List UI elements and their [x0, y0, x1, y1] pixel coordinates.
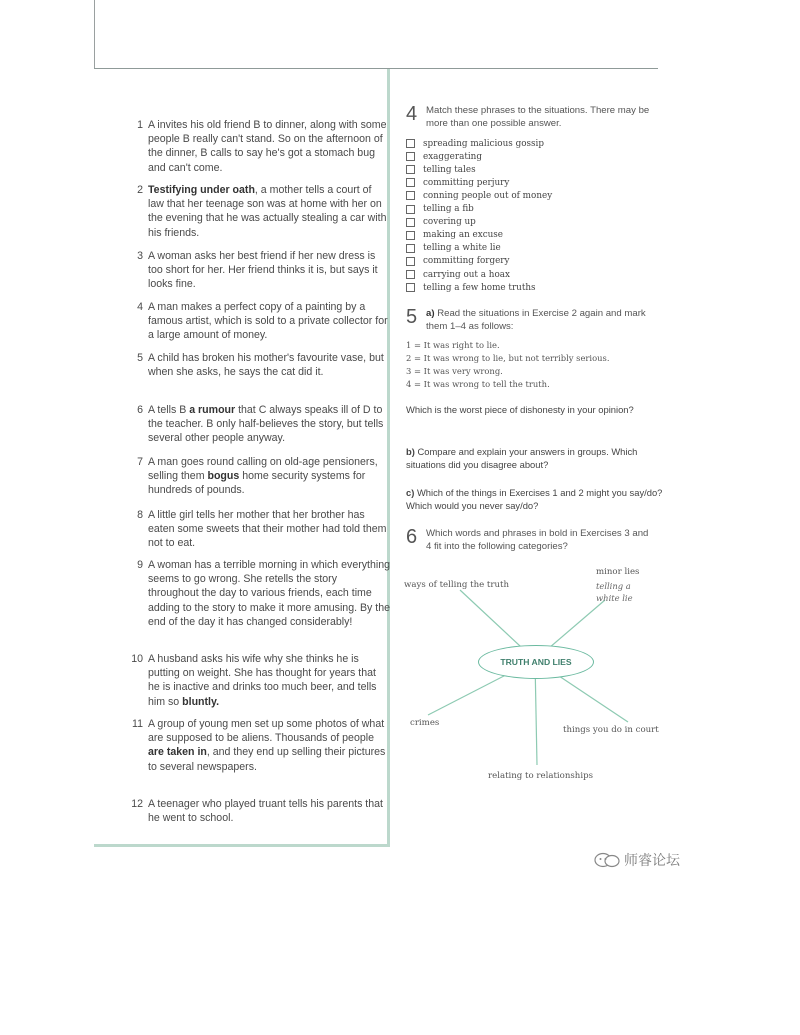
worst-dishonesty-question: Which is the worst piece of dishonesty in your opinion? — [406, 404, 634, 415]
phrase-label: carrying out a hoax — [423, 269, 510, 280]
part-b-text: Compare and explain your answers in groups. Which situations did you disagree about? — [406, 446, 638, 470]
part-c-text: Which of the things in Exercises 1 and 2 might you say/do? Which would you never say/do? — [406, 487, 663, 511]
scenario-number: 6 — [137, 404, 143, 416]
phrase-label: telling a white lie — [423, 243, 501, 254]
scenario-number: 9 — [137, 559, 143, 571]
mind-map-hub: TRUTH AND LIES — [478, 645, 594, 679]
text-run: A teenager who played truant tells his parents that he went to school. — [148, 798, 383, 825]
part-label: c) — [406, 487, 415, 498]
text-run: A invites his old friend B to dinner, along with some people B really can't stand. So on the afternoon of the dinner, B calls to say he's got a stomach bug and can't come. — [148, 119, 387, 174]
text-run: , and they end up selling their pictures to several newspapers. — [148, 746, 386, 773]
wechat-icon — [594, 852, 620, 868]
phrase-label: exaggerating — [423, 151, 482, 162]
part-label: a) — [426, 308, 435, 319]
exercise-number: 6 — [406, 526, 418, 548]
phrase-label: telling a few home truths — [423, 282, 536, 293]
scale-item: 3 = It was very wrong. — [406, 366, 503, 376]
scenario-number: 5 — [137, 352, 143, 364]
phrase-label: covering up — [423, 217, 476, 228]
branch-label-truth: ways of telling the truth — [404, 580, 510, 590]
branch-label-minor-lies: minor lies — [596, 567, 640, 577]
text-run: A man goes round calling on old-age pensioners, selling them — [148, 456, 378, 483]
text-run: A woman has a terrible morning in which everything seems to go wrong. She retells the story throughout the day to various friends, each time adding to the story to make it more amusing. By the end of the day it has changed considerably! — [148, 559, 391, 628]
phrase-label: telling tales — [423, 164, 476, 175]
text-run: A group of young men set up some photos of what are supposed to be aliens. Thousands of people — [148, 718, 385, 745]
scenario-number: 10 — [131, 653, 143, 665]
scenario-number: 11 — [132, 718, 143, 730]
text-run: A husband asks his wife why she thinks he is putting on weight. She has thought for years that he is inactive and drinks too much beer, and tells him so — [148, 653, 377, 708]
part-a-text: Read the situations in Exercise 2 again and mark them 1–4 as follows: — [426, 308, 646, 332]
text-run: A child has broken his mother's favourite vase, but when she asks, he says the cat did it. — [148, 352, 384, 379]
phrase-label: committing perjury — [423, 177, 510, 188]
text-run: that C always speaks ill of D to the teacher. B only half-believes the story, but tells several other people anyway. — [148, 404, 384, 445]
branch-label-crimes: crimes — [410, 718, 440, 728]
scenario-number: 4 — [137, 301, 143, 313]
text-run: A little girl tells her mother that her brother has eaten some sweets that their mother had told them not to eat. — [148, 509, 387, 550]
scenario-number: 12 — [131, 798, 143, 810]
phrase-label: making an excuse — [423, 230, 504, 241]
text-run: A tells B — [148, 404, 190, 416]
text-run: A man makes a perfect copy of a painting by a famous artist, which is sold to a private collector for a large amount of money. — [148, 301, 388, 342]
exercise-4-instruction: Match these phrases to the situations. There may be more than one possible answer. — [426, 105, 650, 129]
scenario-number: 1 — [137, 119, 143, 131]
bold-phrase: are taken in — [148, 746, 207, 759]
scenario-number: 3 — [137, 250, 143, 262]
part-label: b) — [406, 446, 415, 457]
handwritten-answer: telling a — [596, 581, 631, 591]
scenario-number: 2 — [137, 184, 143, 196]
phrase-label: telling a fib — [423, 204, 474, 214]
scenario-number: 7 — [137, 456, 143, 468]
scale-item: 4 = It was wrong to tell the truth. — [406, 379, 550, 389]
branch-label-court: things you do in court — [563, 725, 659, 735]
bold-phrase: bluntly. — [182, 695, 220, 708]
text-run: , a mother tells a court of law that her teenage son was at home with her on the evening that he was actually stealing a car with his friends. — [148, 184, 387, 239]
exercise-number: 4 — [406, 103, 418, 125]
scale-item: 1 = It was right to lie. — [406, 340, 500, 350]
watermark-text: 师睿论坛 — [624, 852, 680, 868]
exercise-number: 5 — [406, 306, 418, 328]
phrase-label: spreading malicious gossip — [423, 138, 544, 149]
bold-phrase: bogus — [207, 470, 240, 483]
bold-phrase: a rumour — [189, 404, 236, 416]
exercise-6-instruction: Which words and phrases in bold in Exercises 3 and 4 fit into the following categories? — [426, 528, 649, 552]
bold-phrase: Testifying under oath — [148, 184, 255, 196]
text-run: A woman asks her best friend if her new dress is too short for her. Her friend thinks it is, but says it looks fine. — [148, 250, 378, 291]
phrase-label: committing forgery — [423, 256, 510, 267]
branch-label-relationships: relating to relationships — [488, 771, 593, 781]
watermark — [594, 850, 680, 870]
scale-item: 2 = It was wrong to lie, but not terribly serious. — [406, 353, 610, 363]
phrase-label: conning people out of money — [423, 190, 553, 201]
text-run: home security systems for hundreds of pounds. — [148, 470, 366, 497]
handwritten-answer: white lie — [596, 593, 633, 603]
scenario-number: 8 — [137, 509, 143, 521]
